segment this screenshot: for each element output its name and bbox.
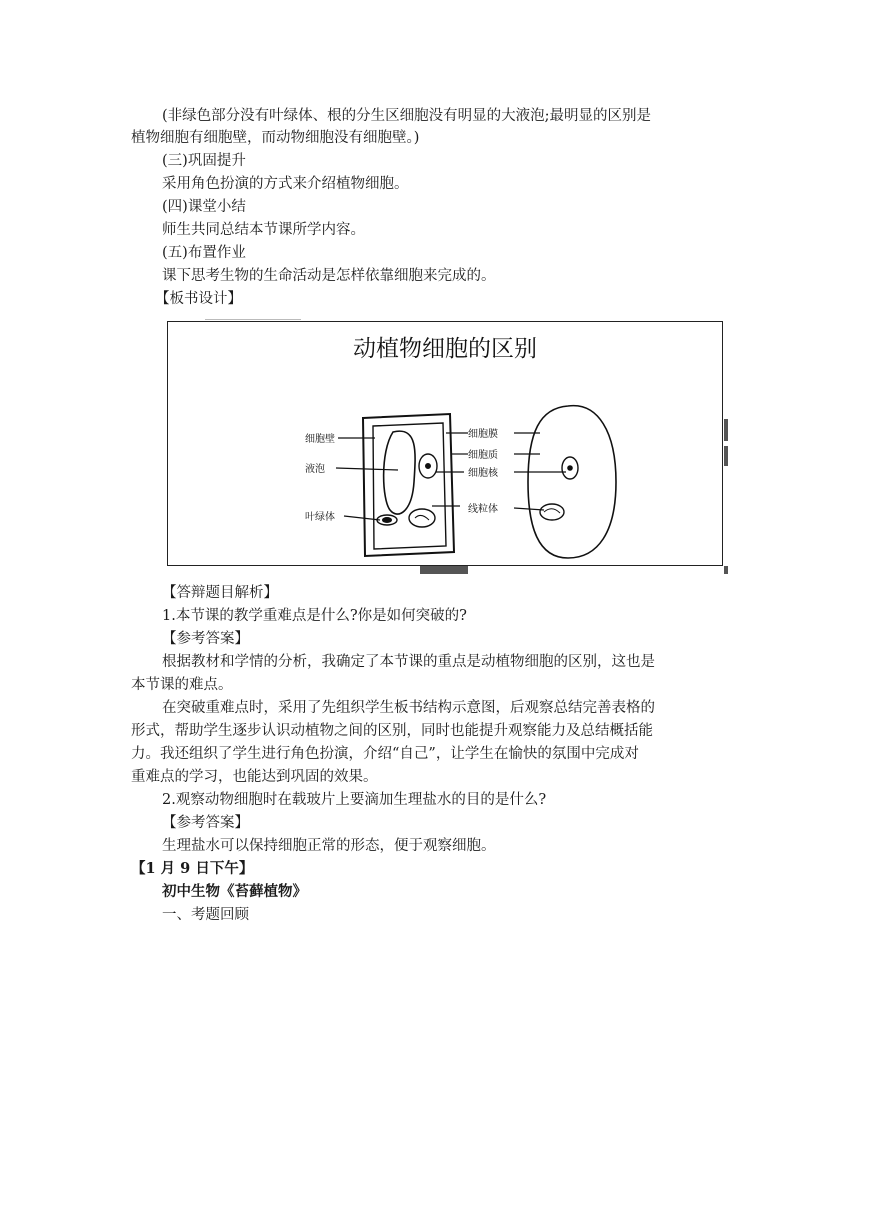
- label-cell-wall: 细胞壁: [305, 434, 335, 445]
- qa-heading: 【答辩题目解析】: [162, 585, 278, 601]
- section-heading: (五)布置作业: [162, 245, 246, 261]
- answer-heading: 【参考答案】: [162, 815, 249, 831]
- figure-title: 动植物细胞的区别: [353, 336, 537, 362]
- section-heading: (四)课堂小结: [162, 199, 246, 215]
- plant-cell-drawing: [363, 414, 454, 556]
- resize-handle: [724, 566, 728, 574]
- label-vacuole: 液泡: [305, 464, 325, 475]
- paragraph-line: 采用角色扮演的方式来介绍植物细胞。: [162, 176, 409, 192]
- cell-diagram: [168, 322, 724, 567]
- answer-line: 本节课的难点。: [131, 677, 233, 693]
- board-design-heading: 【板书设计】: [155, 291, 242, 307]
- date-heading: 【1 月 9 日下午】: [131, 860, 254, 877]
- answer-line: 生理盐水可以保持细胞正常的形态，便于观察细胞。: [162, 838, 496, 854]
- answer-heading: 【参考答案】: [162, 631, 249, 647]
- paragraph-line: 师生共同总结本节课所学内容。: [162, 222, 365, 238]
- label-cytoplasm: 细胞质: [468, 450, 498, 461]
- answer-line: 重难点的学习，也能达到巩固的效果。: [131, 769, 378, 785]
- answer-line: 力。我还组织了学生进行角色扮演，介绍“自己”，让学生在愉快的氛围中完成对: [131, 746, 639, 762]
- section-heading: (三)巩固提升: [162, 153, 246, 169]
- paragraph-line: 课下思考生物的生命活动是怎样依靠细胞来完成的。: [162, 268, 496, 284]
- label-cell-membrane: 细胞膜: [468, 429, 498, 440]
- answer-line: 形式，帮助学生逐步认识动植物之间的区别，同时也能提升观察能力及总结概括能: [131, 723, 653, 739]
- label-chloroplast: 叶绿体: [305, 512, 335, 523]
- resize-handle: [420, 566, 468, 574]
- lesson-title: 初中生物《苔藓植物》: [162, 883, 307, 900]
- subsection-heading: 一、考题回顾: [162, 907, 249, 923]
- question-1: 1.本节课的教学重难点是什么?你是如何突破的?: [162, 608, 467, 624]
- figure-top-rule: [205, 319, 301, 320]
- resize-handle: [724, 446, 728, 466]
- question-2: 2.观察动物细胞时在载玻片上要滴加生理盐水的目的是什么?: [162, 792, 547, 808]
- answer-line: 根据教材和学情的分析，我确定了本节课的重点是动植物细胞的区别，这也是: [162, 654, 655, 670]
- label-nucleus: 细胞核: [468, 468, 498, 479]
- paragraph-line: 植物细胞有细胞壁，而动物细胞没有细胞壁。): [131, 130, 420, 146]
- animal-cell-drawing: [528, 406, 616, 558]
- cell-comparison-figure: [167, 321, 723, 566]
- answer-line: 在突破重难点时，采用了先组织学生板书结构示意图，后观察总结完善表格的: [162, 700, 655, 716]
- paragraph-line: (非绿色部分没有叶绿体、根的分生区细胞没有明显的大液泡;最明显的区别是: [162, 108, 652, 124]
- label-mitochondria: 线粒体: [468, 504, 498, 515]
- resize-handle: [724, 419, 728, 441]
